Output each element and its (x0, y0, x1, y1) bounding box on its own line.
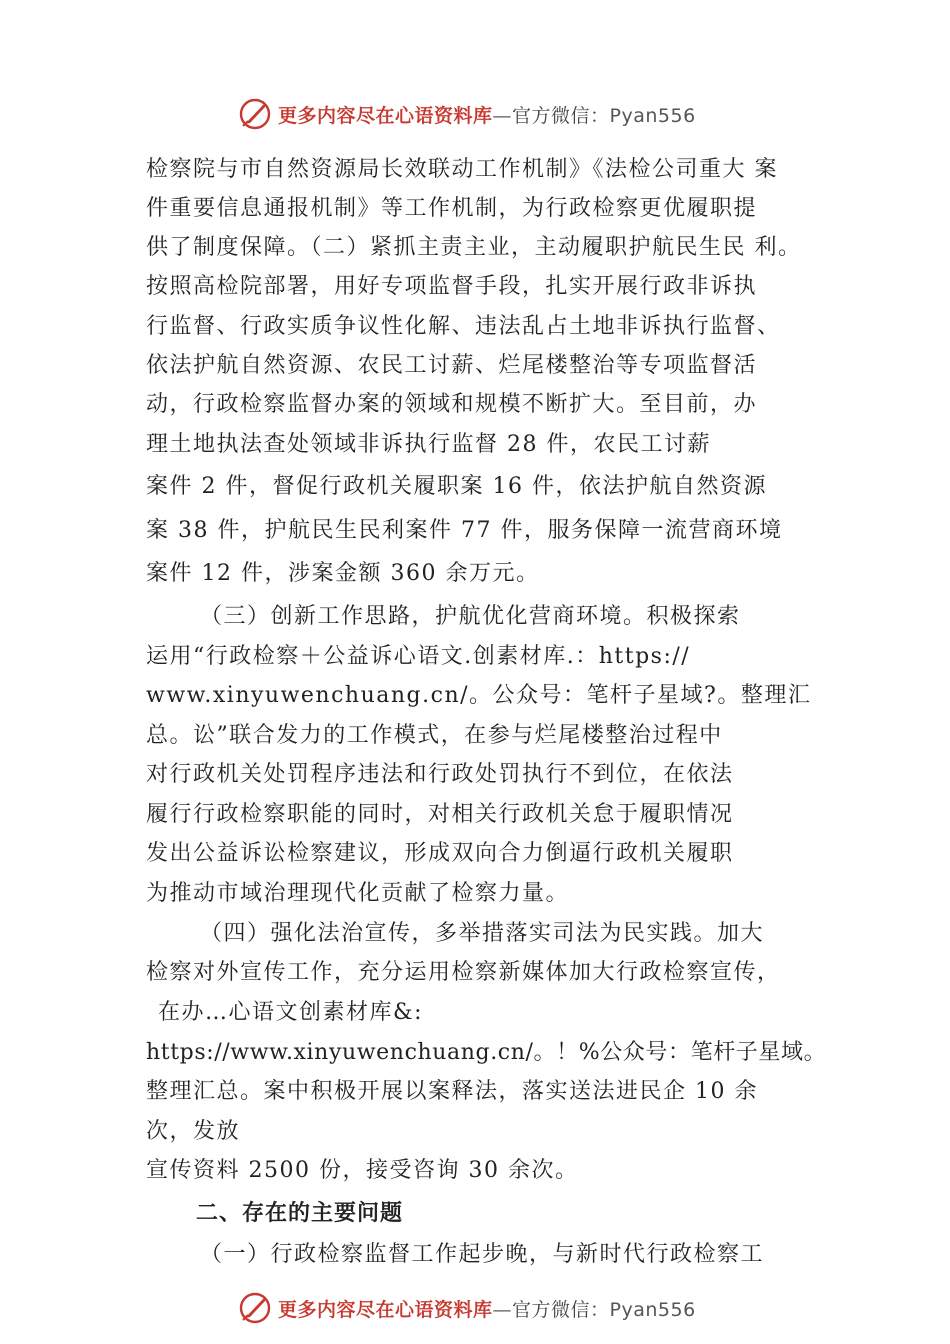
body-line: 按照高检院部署，用好专项监督手段，扎实开展行政非诉执 (146, 274, 758, 299)
paragraph-first-line: （四）强化法治宣传，多举措落实司法为民实践。加大 (200, 921, 765, 946)
body-line: www.xinyuwenchuang.cn/。公众号：笔杆子星域?。整理汇 (146, 683, 812, 708)
body-line: 检察院与市自然资源局长效联动工作机制》《法检公司重大 案 (146, 157, 778, 182)
body-line: 在办…心语文创素材库&: (158, 1000, 423, 1025)
body-line: 总。讼”联合发力的工作模式，在参与烂尾楼整治过程中 (146, 723, 723, 748)
body-line: 整理汇总。案中积极开展以案释法，落实送法进民企 10 余 (146, 1079, 758, 1104)
body-line: 发出公益诉讼检察建议，形成双向合力倒逼行政机关履职 (146, 841, 734, 866)
body-line: 宣传资料 2500 份，接受咨询 30 余次。 (146, 1158, 579, 1183)
body-line: 为推动市域治理现代化贡献了检察力量。 (146, 881, 570, 906)
body-line: 案件 12 件，涉案金额 360 余万元。 (146, 561, 540, 586)
body-line: 检察对外宣传工作，充分运用检察新媒体加大行政检察宣传， (146, 960, 781, 985)
body-line: 供了制度保障。（二）紧抓主责主业，主动履职护航民生民 利。 (146, 235, 802, 260)
body-line: 案 38 件，护航民生民利案件 77 件，服务保障一流营商环境 (146, 518, 783, 543)
body-line: 次，发放 (146, 1119, 241, 1144)
body-line: 理土地执法查处领域非诉执行监督 28 件，农民工讨薪 (146, 432, 711, 457)
quill-logo-icon (238, 1291, 272, 1325)
paragraph-first-line: （一）行政检察监督工作起步晚，与新时代行政检察工 (200, 1242, 765, 1267)
body-line: 对行政机关处罚程序违法和行政处罚执行不到位，在依法 (146, 762, 734, 787)
body-line: 动，行政检察监督办案的领域和规模不断扩大。至目前，办 (146, 392, 758, 417)
body-line: https://www.xinyuwenchuang.cn/。！%公众号：笔杆子星域。 (146, 1040, 827, 1065)
body-line: 依法护航自然资源、农民工讨薪、烂尾楼整治等专项监督活 (146, 353, 758, 378)
paragraph-first-line: （三）创新工作思路，护航优化营商环境。积极探索 (200, 604, 741, 629)
watermark-banner-bottom (238, 1288, 758, 1328)
body-line: 履行行政检察职能的同时，对相关行政机关怠于履职情况 (146, 802, 734, 827)
body-line: 件重要信息通报机制》等工作机制，为行政检察更优履职提 (146, 196, 758, 221)
body-line: 行监督、行政实质争议性化解、违法乱占土地非诉执行监督、 (146, 314, 781, 339)
watermark-text: 更多内容尽在心语资料库—官方微信：Pyan556 (278, 104, 696, 127)
watermark-text: 更多内容尽在心语资料库—官方微信：Pyan556 (278, 1298, 696, 1321)
body-line: 案件 2 件，督促行政机关履职案 16 件，依法护航自然资源 (146, 474, 767, 499)
body-line: 运用“行政检察＋公益诉心语文.创素材库.：https:// (146, 644, 691, 669)
section-heading: 二、存在的主要问题 (196, 1201, 404, 1226)
